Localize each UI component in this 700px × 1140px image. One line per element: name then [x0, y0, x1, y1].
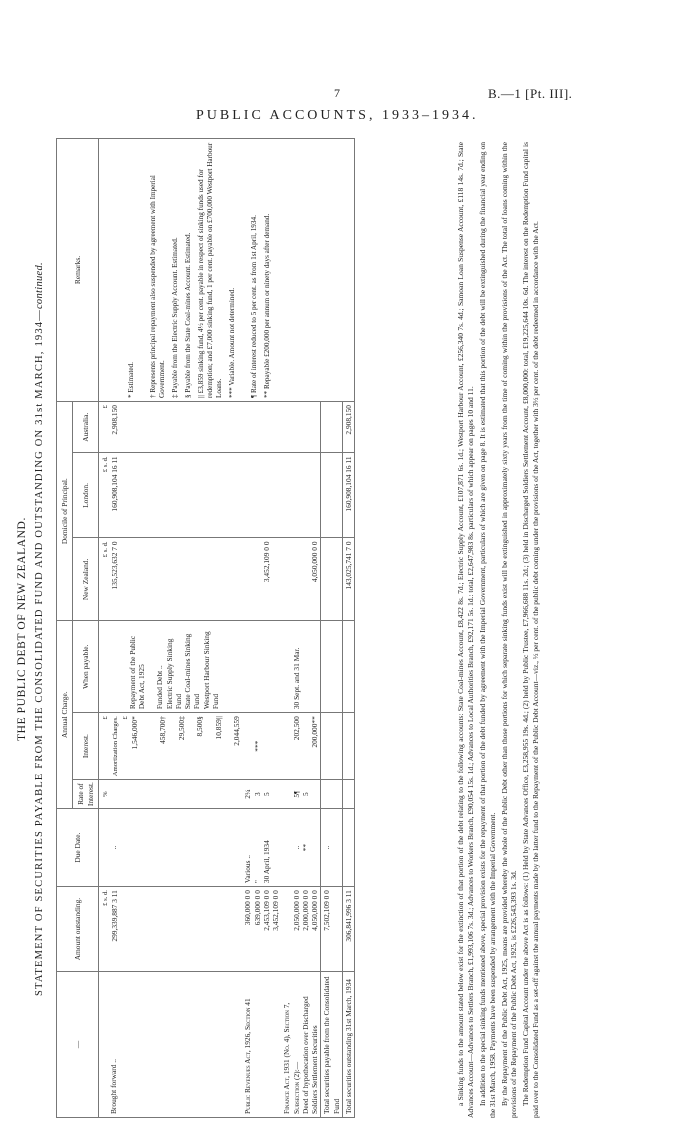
amortization-when: Repayment of the Public Debt Act, 1925 [127, 635, 146, 710]
col-domicile: Domicile of Principal. [57, 402, 73, 621]
rotated-statement [12, 134, 587, 1124]
col-when-payable: When payable. [73, 621, 99, 713]
header-row-1 [57, 139, 73, 1118]
prl-subtotal: 3,452,109 0 0 [271, 890, 281, 931]
prl-australia [242, 402, 281, 453]
finance-interest: 202,500 200,000** [281, 713, 321, 780]
unit-pound: £ [101, 716, 109, 720]
prl-dues: Various .. " 30 April, 1934 [242, 809, 281, 887]
coal-value: 8,500§ [195, 716, 205, 737]
amortization-value: 1,546,000* [130, 716, 140, 750]
total-consolidated-amount: 7,502,109 0 0 [321, 887, 343, 972]
interest-subtotal: 2,044,559 [232, 716, 242, 746]
statement-subheading [34, 134, 45, 1124]
col-london: London. [73, 453, 99, 538]
electric-value: 29,500‡ [176, 716, 186, 741]
col-amount: Amount outstanding. [57, 887, 99, 972]
remarks-column [98, 139, 354, 402]
remark-item: † Represents principal repayment also suspended by agreement with Imperial Government. [148, 175, 166, 399]
brought-forward-amount: £ s. d. 299,339,887 3 11 [98, 887, 242, 972]
brought-forward-australia: £ 2,908,150 [98, 402, 242, 453]
prl-when [242, 621, 281, 713]
total-consolidated-label: Total securities payable from the Consolidated Fund [321, 972, 343, 1118]
westport-value: 10,859|| [213, 716, 223, 740]
grand-total-amount: 306,841,996 3 11 [342, 887, 354, 972]
unit-lsd: £ s. d. [101, 890, 109, 906]
remark-item: * Estimated. [126, 362, 135, 399]
col-due-date: Due Date. [57, 809, 99, 887]
remark-item: ¶ Rate of interest reduced to 5 per cent. as from 1st April, 1934. [249, 215, 258, 399]
coal-when: State Coal-mines Sinking Fund [183, 633, 202, 710]
col-australia: Australia. [73, 402, 99, 453]
finance-dues: .. ** [281, 809, 321, 887]
footnote: By the Repayment of the Public Debt Act, 1925, means are provided whereby the whole of the Public Debt other than those portions for which separate sinking funds exist will be extinguished in approximately sixty years from the time of coming within the provisions of the Act. The total of loans coming within the provisions of the Repayment of the Public Debt Act, 1925, is £226,543,393 1s. 3d. [499, 142, 519, 1118]
grand-total-nz: 143,025,741 7 0 [342, 538, 354, 621]
grand-total-label: Total securities outstanding 31st March, 1934 [342, 972, 354, 1118]
col-remarks: Remarks. [57, 139, 99, 402]
brought-forward-nz: £ s. d. 135,523,632 7 0 [98, 538, 242, 621]
remark-item: § Payable from the State Coal-mines Account. Estimated. [183, 232, 192, 399]
funded-when: Funded Debt .. [155, 665, 165, 710]
rate-unit [98, 780, 242, 809]
finance-sublabel: Deed of hypothecation over Discharged Soldiers Settlement Securities [300, 996, 320, 1114]
prl-label: Public Revenues Act, 1926, Section 41 [242, 972, 281, 1118]
remark-item: || £3,859 sinking fund, 4½ per cent. payable in respect of sinking funds used for redemption; and £7,000 sinking fund, 1 per cent. payable on £700,000 Westport Harbour Loans. [196, 142, 223, 399]
finance-when: 30 Sept. and 31 Mar. [281, 621, 321, 713]
remark-item: *** Variable. Amount not determined. [227, 287, 236, 399]
page-number: 7 [334, 86, 340, 100]
finance-london [281, 453, 321, 538]
electric-when: Electric Supply Sinking Fund [164, 638, 183, 710]
remark-item: ‡ Payable from the Electric Supply Account. Estimated. [170, 237, 179, 399]
col-rate: Rate of Interest. [73, 780, 99, 809]
brought-forward-interest [98, 713, 242, 780]
grand-total-london: 160,908,104 16 11 [342, 453, 354, 538]
unit-percent: % [101, 791, 109, 797]
amortization-label: Amortization Charges. [111, 716, 119, 777]
col-annual-charge: Annual Charge. [57, 621, 73, 809]
westport-when: Westport Harbour Sinking Fund [201, 631, 220, 710]
running-title: PUBLIC ACCOUNTS, 1933–1934. [196, 108, 479, 123]
amortization-pound: £ [122, 716, 130, 720]
subheading-text: STATEMENT OF SECURITIES PAYABLE FROM THE CONSOLIDATED FUND AND OUTSTANDING ON 31st MARCH, 1934— [34, 309, 45, 996]
prl-london [242, 453, 281, 538]
brought-forward-when [98, 621, 242, 713]
finance-subtotal: 4,050,000 0 0 [310, 890, 320, 931]
subheading-continued: continued. [34, 262, 45, 310]
prl-rates: 2¼ 3 5 [242, 780, 281, 809]
finance-nz: 4,050,000 0 0 [281, 538, 321, 621]
footnote: In addition to the special sinking funds mentioned above, special provision exists for the repayment of that portion of the debt funded by agreement with the Imperial Government, particulars of which are given on page 8. It is estimated that this portion of the debt will be extinguished during the financial year ending on the 31st March, 1958. Payments have been suspended by arrangement with the Imperial Government. [477, 142, 497, 1118]
table-row [98, 139, 242, 1118]
funded-value: 458,700† [158, 716, 168, 744]
finance-amounts: 2,050,000 0 0 2,000,000 0 0 4,050,000 0 0 [281, 887, 321, 972]
footnotes [456, 142, 543, 1118]
brought-forward-due: .. [98, 809, 242, 887]
total-consolidated-due: .. [321, 809, 343, 887]
finance-australia [281, 402, 321, 453]
footnote: The Redemption Fund Capital Account under the above Act is as follows: (1) Held by State Advances Office, £3,258,955 19s. 4d.; (2) held by Public Trustee, £7,966,688 11s. 2d.; (3) held in Discharged Soldiers Settlement Account, £8,000,000: total, £19,225,644 10s. 6d. The interest on the Redemption Fund capital is paid over to the Consolidated Fund as a set-off against the annual payments made by the latter fund to the Repayment of the Public Debt Account—viz., ½ per cent. of the public debt coming under the provisions of the Act, together with 3½ per cent. of the debt redeemed in accordance with the Act. [521, 142, 541, 1118]
document-reference: B.—1 [Pt. III]. [488, 86, 573, 101]
remark-item: ** Repayable £200,000 per annum or ninety days after demand. [262, 213, 271, 399]
col-description: — [57, 972, 99, 1118]
finance-rates: 5¶ 5 [281, 780, 321, 809]
statement-heading: THE PUBLIC DEBT OF NEW ZEALAND. [16, 517, 28, 741]
finance-label: Finance Act, 1931 (No. 4), Section 7, Subsection (2):— Deed of hypothecation over Discharged Soldiers Settlement Securities [281, 972, 321, 1118]
col-interest: Interest. [73, 713, 99, 780]
brought-forward-label: Brought forward .. [98, 972, 242, 1118]
col-new-zealand: New Zealand. [73, 538, 99, 621]
footnote: a Sinking funds to the amount stated below exist for the extinction of that portion of the debt relating to the following accounts: State Coal-mines Account, £8,422 8s. 7d.; Electric Supply Account, £107,871 6s. 1d.; Westport Harbour Account, £256,340 7s. 4d.; Samoan Loan Suspense Account, £118 14s. 7d.; State Advances Account—Advances to Settlers Branch, £1,993,106 7s. 3d.; Advances to Workers Branch, £90,054 15s. 1d.; Advances to Local Authorities Branch, £92,171 5s. 1d.: total, £2,647,983 8s. particulars of which appear on pages 10 and 11. [456, 142, 475, 1118]
prl-interest: *** [242, 713, 281, 780]
grand-total-australia: 2,908,150 [342, 402, 354, 453]
prl-nz: 3,452,109 0 0 [242, 538, 281, 621]
brought-forward-london: £ s. d. 160,908,104 16 11 [98, 453, 242, 538]
debt-table [56, 138, 355, 1118]
prl-amounts: 360,000 0 0 639,000 0 0 2,453,109 0 0 3,452,109 0 0 [242, 887, 281, 972]
